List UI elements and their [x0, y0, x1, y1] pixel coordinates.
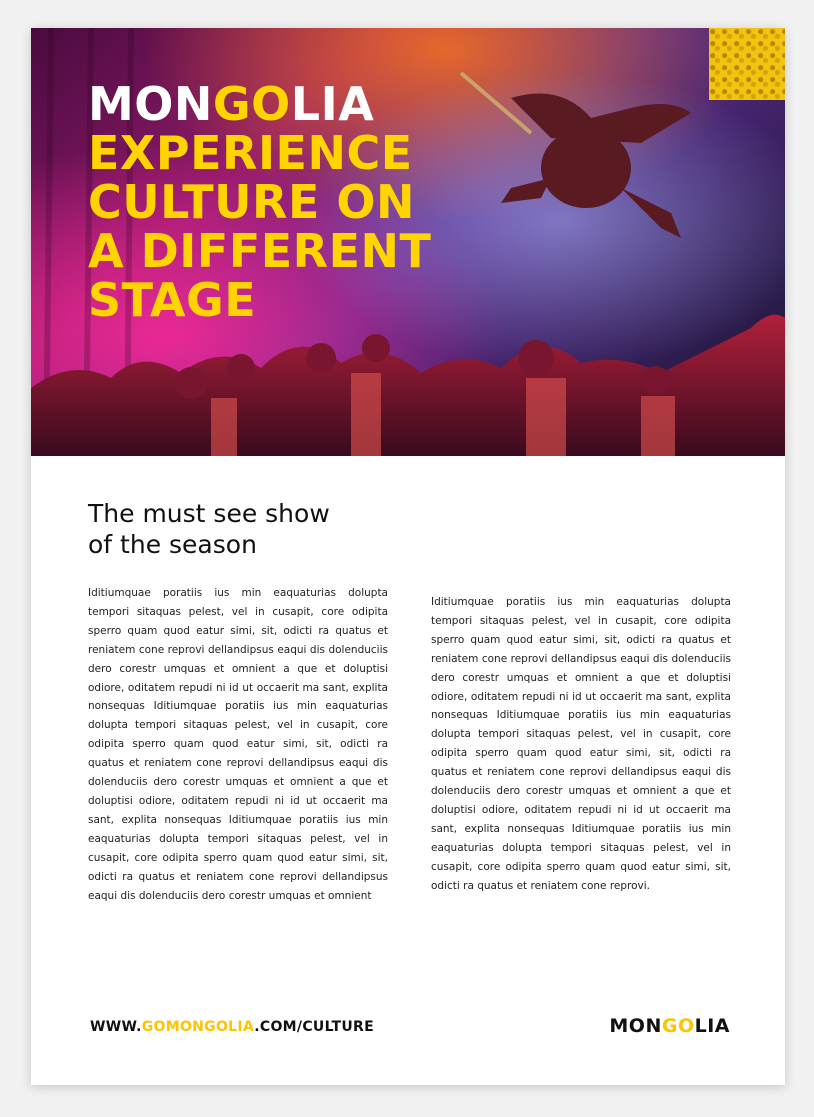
footer-logo: MONGOLIA [609, 1015, 730, 1037]
hero-banner [31, 28, 785, 456]
tagline-line: CULTURE ON [88, 175, 415, 229]
body-column-right: Iditiumquae poratiis ius min eaquaturias dolupta tempori sitaquas pelest, vel in cusapit, core odipita sperro quam quod eatur simi, sit, odicti ra quatus et reniatem cone reprovi dellandipsus eaqui dis dolenduciis dero corestr umquas et omnient a que et doluptisi odiore, oditatem repudi ni id ut occaerit ma sant, explita nonsequas Iditiumquae poratiis ius min eaquaturias dolupta tempori sitaquas pelest, vel in cusapit, core odipita sperro quam quod eatur simi, sit, odicti ra quatus et reniatem cone reprovi dellandipsus eaqui dis dolenduciis dero corestr umquas et omnient a que et doluptisi odiore, oditatem repudi ni id ut occaerit ma sant, explita nonsequas Iditiumquae poratiis ius min eaquaturias dolupta tempori sitaquas pelest, vel in cusapit, core odipita sperro quam quod eatur simi, sit, odicti ra quatus et reniatem cone reprovi. [431, 596, 731, 892]
body-column-left: Iditiumquae poratiis ius min eaquaturias dolupta tempori sitaquas pelest, vel in cusapit, core odipita sperro quam quod eatur simi, sit, odicti ra quatus et reniatem cone reprovi dellandipsus eaqui dis dolenduciis dero corestr umquas et omnient a que et doluptisi odiore, oditatem repudi ni id ut occaerit ma sant, explita nonsequas Iditiumquae poratiis ius min eaquaturias dolupta tempori sitaquas pelest, vel in cusapit, core odipita sperro quam quod eatur simi, sit, odicti ra quatus et reniatem cone reprovi dellandipsus eaqui dis dolenduciis dero corestr umquas et omnient a que et doluptisi odiore, oditatem repudi ni id ut occaerit ma sant, explita nonsequas Iditiumquae poratiis ius min eaquaturias dolupta tempori sitaquas pelest, vel in cusapit, core odipita sperro quam quod eatur simi, sit, odicti ra quatus et reniatem cone reprovi dellandipsus eaqui dis dolenduciis dero corestr umquas et omnient [88, 587, 388, 902]
tagline-line: STAGE [88, 273, 257, 327]
yellow-pattern-tile-icon [709, 28, 785, 100]
headline-brand: MONGOLIA [88, 77, 375, 131]
poster-page [31, 28, 785, 1085]
hero-headline [88, 77, 432, 327]
article-subtitle: The must see show of the season [88, 499, 330, 559]
tagline-line: EXPERIENCE [88, 126, 413, 180]
footer-url-link[interactable]: WWW.GOMONGOLIA.COM/CULTURE [90, 1019, 374, 1035]
tagline-line: A DIFFERENT [88, 224, 432, 278]
